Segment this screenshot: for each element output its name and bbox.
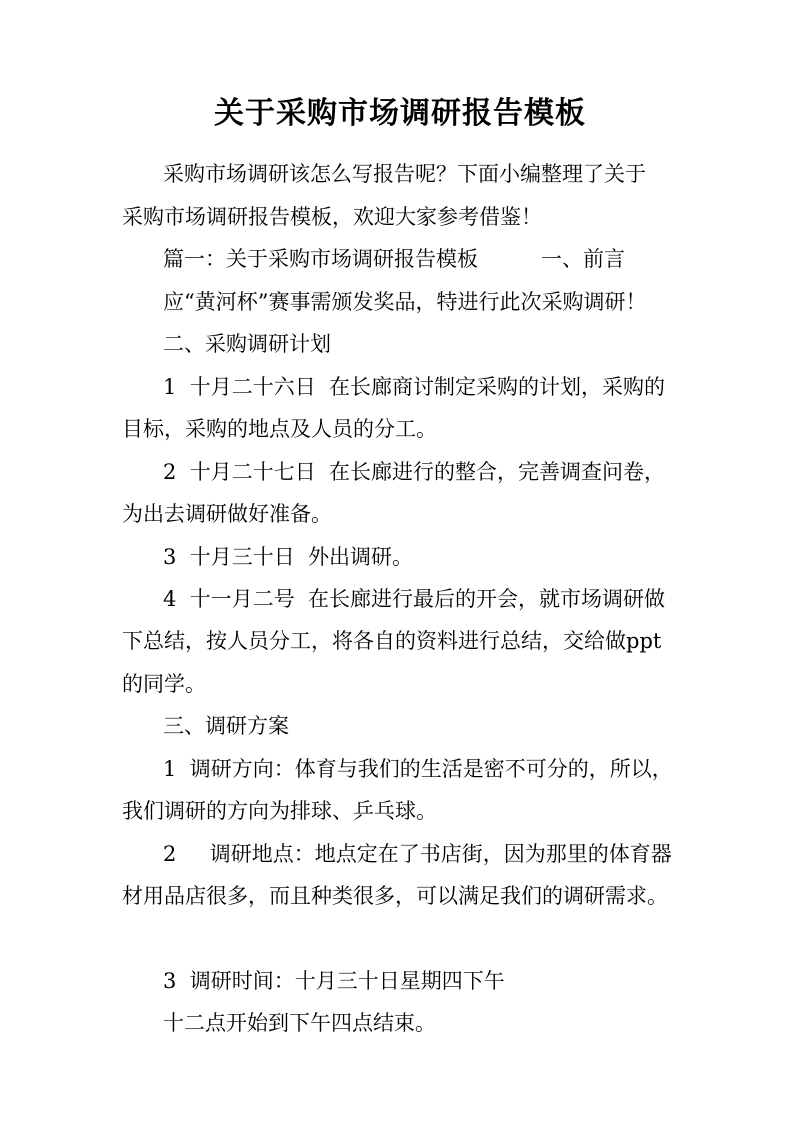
document-title: 关于采购市场调研报告模板 [214,96,586,131]
paragraph-line: 4 十一月二号 在长廊进行最后的开会，就市场调研做 [163,587,666,611]
paragraph-line: 2 调研地点：地点定在了书店街，因为那里的体育器 [163,842,672,866]
paragraph-line: 下总结，按人员分工，将各自的资料进行总结，交给做ppt [122,629,662,653]
paragraph-line: 十二点开始到下午四点结束。 [163,1011,436,1035]
paragraph-line: 的同学。 [122,672,206,696]
paragraph-line: 为出去调研做好准备。 [122,502,332,526]
paragraph-line: 1 十月二十六日 在长廊商讨制定采购的计划，采购的 [163,375,666,399]
section-heading: 三、调研方案 [163,714,289,738]
paragraph-line: 1 调研方向：体育与我们的生活是密不可分的，所以， [163,757,673,781]
paragraph-line: 应“黄河杯”赛事需颁发奖品，特进行此次采购调研！ [163,290,647,314]
paragraph-line: 3 调研时间：十月三十日星期四下午 [163,969,505,993]
paragraph-line: 采购市场调研报告模板，欢迎大家参考借鉴！ [122,205,542,229]
paragraph-line: 材用品店很多，而且种类很多，可以满足我们的调研需求。 [122,884,668,908]
paragraph-line: 2 十月二十七日 在长廊进行的整合，完善调查问卷， [163,460,666,484]
paragraph-line: 篇一：关于采购市场调研报告模板 一、前言 [163,247,625,271]
section-heading: 二、采购调研计划 [163,332,331,356]
paragraph-line: 我们调研的方向为排球、乒乓球。 [122,799,437,823]
paragraph-line: 采购市场调研该怎么写报告呢？下面小编整理了关于 [163,162,646,186]
paragraph-line: 3 十月三十日 外出调研。 [163,545,414,569]
paragraph-line: 目标，采购的地点及人员的分工。 [122,417,437,441]
